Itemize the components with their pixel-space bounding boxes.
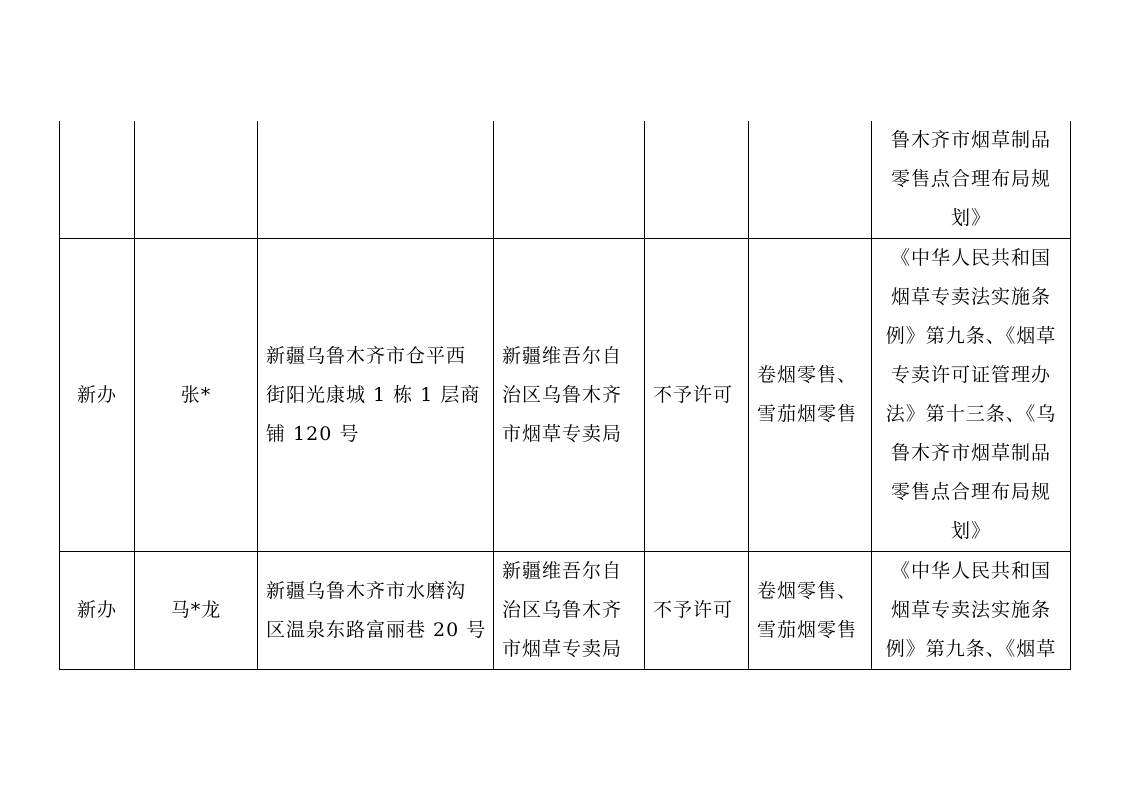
- legal-basis-cell: [872, 121, 1071, 239]
- decision-cell: 不予许可: [645, 552, 749, 670]
- licensing-authority-cell: [494, 239, 645, 552]
- application-type-cell: 新办: [60, 552, 135, 670]
- address-line: 街阳光康城 1 栋 1 层商: [266, 383, 481, 406]
- application-type-cell: [60, 121, 135, 239]
- address-line: 新疆乌鲁木齐市水磨沟: [266, 579, 467, 602]
- legal-basis-line: 《中华人民共和国: [890, 560, 1051, 582]
- legal-basis-line: 烟草专卖法实施条: [890, 599, 1051, 621]
- decision-cell: [645, 121, 749, 239]
- address-line: 铺 120 号: [266, 422, 360, 445]
- licensing-authority-cell: [494, 552, 645, 670]
- licensing-authority-cell: [494, 121, 645, 239]
- business-scope-cell: [749, 552, 872, 670]
- legal-basis-cell: [872, 239, 1071, 552]
- business-address-cell: [258, 239, 494, 552]
- legal-basis-line: 鲁木齐市烟草制品: [890, 442, 1051, 464]
- legal-basis-line: 划》: [950, 520, 991, 542]
- business-address-cell: [258, 121, 494, 239]
- legal-basis-cell: [872, 552, 1071, 670]
- scope-line: 雪茄烟零售: [757, 618, 858, 641]
- legal-basis-line: 法》第十三条、《乌: [885, 403, 1057, 425]
- scope-line: 卷烟零售、: [757, 364, 858, 386]
- license-decision-table: [59, 121, 1071, 670]
- authority-line: 市烟草专卖局: [502, 638, 623, 660]
- address-line: 新疆乌鲁木齐市仓平西: [266, 344, 467, 367]
- table-row: [60, 552, 1071, 670]
- applicant-name-cell: 张*: [135, 239, 258, 552]
- legal-basis-line: 零售点合理布局规: [890, 481, 1051, 503]
- authority-line: 治区乌鲁木齐: [502, 599, 623, 621]
- scope-line: 雪茄烟零售: [757, 403, 858, 425]
- authority-line: 治区乌鲁木齐: [502, 383, 623, 406]
- authority-line: 市烟草专卖局: [502, 422, 623, 445]
- legal-basis-line: 烟草专卖法实施条: [890, 286, 1051, 308]
- legal-basis-line: 例》第九条、《烟草: [885, 325, 1057, 347]
- authority-line: 新疆维吾尔自: [502, 344, 623, 367]
- decision-cell: 不予许可: [645, 239, 749, 552]
- address-line: 区温泉东路富丽巷 20 号: [266, 618, 487, 641]
- applicant-name-cell: 马*龙: [135, 552, 258, 670]
- scope-line: 卷烟零售、: [757, 579, 858, 602]
- legal-basis-line: 划》: [950, 207, 991, 229]
- table-row: [60, 121, 1071, 239]
- legal-basis-line: 零售点合理布局规: [890, 168, 1051, 190]
- authority-line: 新疆维吾尔自: [502, 560, 623, 582]
- application-type-cell: 新办: [60, 239, 135, 552]
- applicant-name-cell: [135, 121, 258, 239]
- table-row: [60, 239, 1071, 552]
- business-scope-cell: [749, 121, 872, 239]
- business-address-cell: [258, 552, 494, 670]
- business-scope-cell: [749, 239, 872, 552]
- legal-basis-line: 例》第九条、《烟草: [885, 638, 1057, 660]
- legal-basis-line: 鲁木齐市烟草制品: [890, 129, 1051, 151]
- legal-basis-line: 专卖许可证管理办: [890, 364, 1051, 386]
- legal-basis-line: 《中华人民共和国: [890, 247, 1051, 269]
